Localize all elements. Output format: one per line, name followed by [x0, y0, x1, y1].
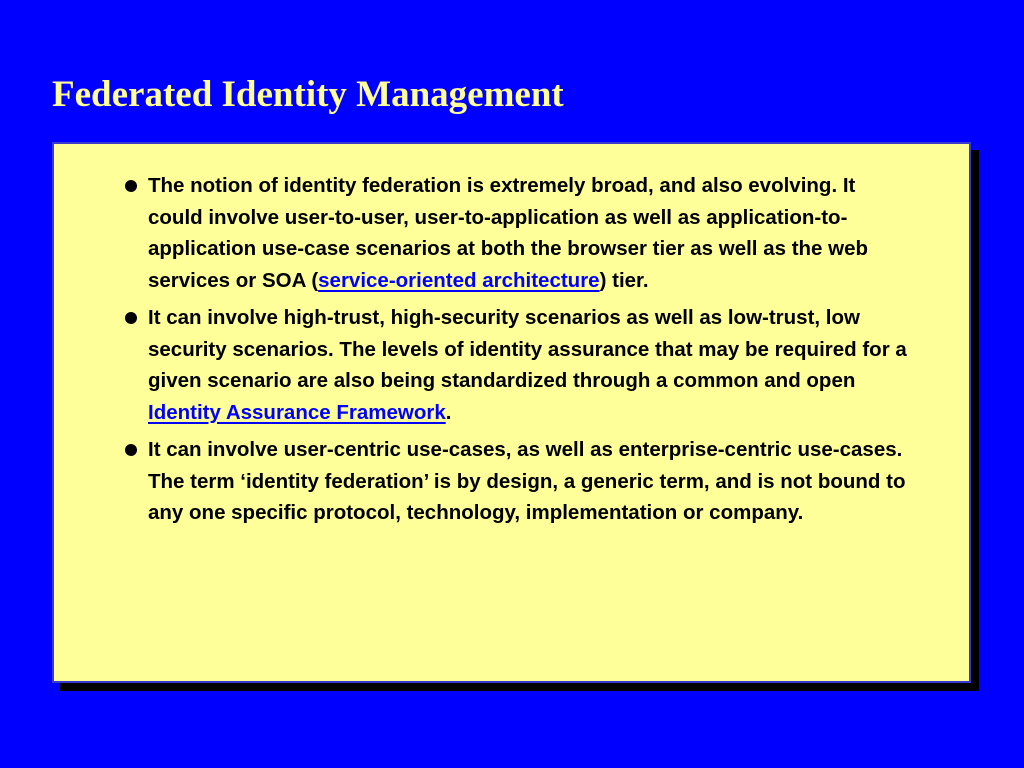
bullet-list [148, 170, 908, 535]
slide-title: Federated Identity Management [52, 74, 564, 115]
bullet-text: The notion of identity federation is extremely broad, and also evolving. It could involve user-to-user, user-to-application as well as application-to-application use-case scenarios at both the browser tier as well as the web services or SOA ( [148, 174, 869, 292]
link-service-oriented-architecture[interactable]: service-oriented architecture [318, 268, 600, 292]
content-box [52, 142, 971, 683]
bullet-dot-icon [125, 180, 137, 192]
bullet-text-end: ) tier. [599, 268, 649, 292]
bullet-text-end: . [445, 400, 452, 424]
link-identity-assurance-framework[interactable]: Identity Assurance Framework [148, 400, 446, 424]
bullet-dot-icon [125, 312, 137, 324]
bullet-item-trust-levels [148, 302, 908, 428]
bullet-item-federation-scope [148, 170, 908, 296]
bullet-dot-icon [125, 444, 137, 456]
bullet-item-use-cases [148, 434, 908, 529]
bullet-text: It can involve user-centric use-cases, as well as enterprise-centric use-cases. The term ‘identity federation’ is by design, a generic term, and is not bound to any one specific protocol, technology, implementation or company. [148, 438, 906, 524]
bullet-text: It can involve high-trust, high-security scenarios as well as low-trust, low security scenarios. The levels of identity assurance that may be required for a given scenario are also being standardized through a common and open [148, 306, 907, 392]
